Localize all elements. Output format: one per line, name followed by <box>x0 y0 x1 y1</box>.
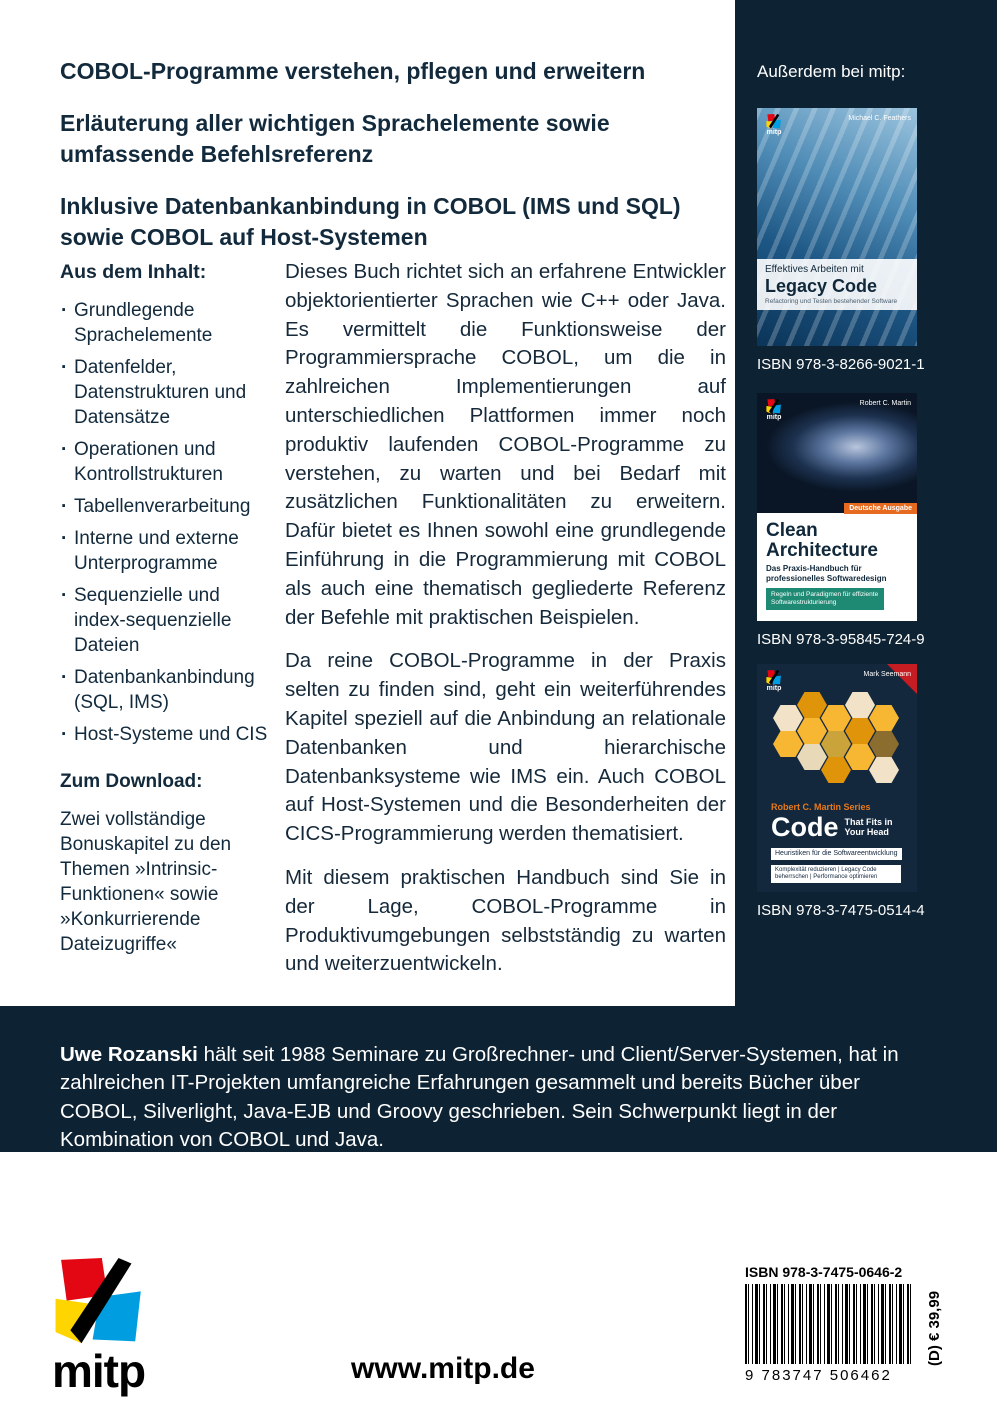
mitp-logo-text: mitp <box>766 129 782 136</box>
book-author: Michael C. Feathers <box>848 115 911 122</box>
download-title: Zum Download: <box>60 771 203 792</box>
description-paragraph: Mit diesem praktischen Handbuch sind Sie in der Lage, COBOL-Programme in Produktivumgebungen selbstständig zu warten und weiterzuentwickeln. <box>285 865 726 976</box>
list-item: · Sequenzielle und index-sequenzielle Dateien <box>60 583 274 658</box>
hexagon <box>845 692 875 718</box>
book-cover-clean-architecture <box>757 393 917 621</box>
book-cover-code-that-fits <box>757 664 917 892</box>
hexagon <box>845 718 875 744</box>
hexagon <box>845 744 875 770</box>
book-subtitle: Heuristiken für die Softwareentwicklung <box>771 848 902 860</box>
book-title: Clean Architecture <box>766 520 878 561</box>
list-item: · Operationen und Kontrollstrukturen <box>60 437 274 487</box>
mitp-logo-mark <box>766 670 782 685</box>
hexagon <box>869 757 899 783</box>
hexagon <box>773 705 803 731</box>
list-item: · Interne und externe Unterprogramme <box>60 526 274 576</box>
headline: COBOL-Programme verstehen, pflegen und erweitern <box>60 58 646 84</box>
hexagon <box>797 744 827 770</box>
barcode-digits: 9 783747 506462 <box>745 1367 892 1384</box>
isbn-label: ISBN 978-3-7475-0646-2 <box>745 1264 903 1280</box>
mitp-logo-mark <box>766 114 782 129</box>
hexagon <box>869 731 899 757</box>
contents-list <box>60 298 274 747</box>
author-band <box>0 1006 997 1152</box>
headline-block <box>60 56 715 274</box>
description-paragraph: Dieses Buch richtet sich an erfahrene Entwickler objektorientierter Sprachen wie C++ oder Java. Es vermittelt die Funktionsweise der Programmiersprache COBOL, um die in zahlreichen Implementierungen auf unterschiedlichen Plattformen immer noch produktiv laufenden COBOL-Programme zu verstehen, zu warten und bei Bedarf mit zusätzlichen Funktionalitäten zu erweitern. Dafür bietet es Ihnen sowohl eine grundlegende Einführung in die Programmierung mit COBOL als auch eine thematisch gegliederte Referenz der Befehle mit praktischen Beispielen. <box>285 260 726 629</box>
hexagon <box>821 705 851 731</box>
download-text: Zwei vollständige Bonuskapitel zu den Themen »Intrinsic-Funktionen« sowie »Konkurrierende Dateizugriffe« <box>60 809 232 955</box>
hexagon <box>821 757 851 783</box>
book-author: Mark Seemann <box>863 671 911 678</box>
series-label: Robert C. Martin Series <box>771 802 871 812</box>
book-title: Legacy Code <box>765 276 878 296</box>
headline: Erläuterung aller wichtigen Sprachelemente sowie umfassende Befehlsreferenz <box>60 110 610 167</box>
hexagon <box>797 718 827 744</box>
book-tagline-box: Komplexität reduzieren | Legacy Code beherrschen | Performance optimieren <box>771 865 901 883</box>
isbn-text: ISBN 978-3-8266-9021-1 <box>757 356 925 373</box>
book-subtitle: Refactoring und Testen bestehender Software <box>765 298 898 305</box>
book-title-small: Effektives Arbeiten mit <box>765 264 864 275</box>
isbn-text: ISBN 978-3-95845-724-9 <box>757 631 925 648</box>
price-label: (D) € 39,99 <box>926 1290 943 1366</box>
list-item: · Tabellenverarbeitung <box>60 494 274 519</box>
description-paragraph: Da reine COBOL-Programme in der Praxis selten zu finden sind, geht ein weiterführendes Kapitel speziell auf die Anbindung an relationale Datenbanken und hierarchische Datenbanksysteme wie IMS ein. Auch COBOL auf Host-Systemen und die Besonderheiten der CICS-Programmierung werden thematisiert. <box>285 649 726 846</box>
sidebar-title: Außerdem bei mitp: <box>757 62 906 81</box>
barcode-block <box>743 1262 943 1398</box>
list-item: · Grundlegende Sprachelemente <box>60 298 274 348</box>
description-column <box>285 258 726 994</box>
mitp-logo <box>763 114 785 137</box>
book-tagline-box: Regeln und Paradigmen für effiziente Softwarestrukturierung <box>766 588 884 610</box>
cover-title-panel <box>757 259 917 310</box>
book-title: Code <box>771 812 839 842</box>
mitp-logo-text: mitp <box>766 685 782 692</box>
hexagon <box>797 692 827 718</box>
hexagon <box>821 731 851 757</box>
edition-badge: Deutsche Ausgabe <box>844 503 917 514</box>
cover-title-row <box>771 813 907 841</box>
author-name: Uwe Rozanski <box>60 1042 198 1066</box>
book-title-rest: That Fits in Your Head <box>844 817 893 837</box>
mitp-logo <box>763 399 785 422</box>
book-author: Robert C. Martin <box>859 400 911 407</box>
list-item: · Datenbankanbindung (SQL, IMS) <box>60 665 274 715</box>
author-bio <box>0 1027 997 1155</box>
barcode <box>745 1284 913 1364</box>
contents-column <box>60 260 274 957</box>
cover-title-panel <box>766 521 909 610</box>
isbn-text: ISBN 978-3-7475-0514-4 <box>757 902 925 919</box>
headline: Inklusive Datenbankanbindung in COBOL (IMS und SQL) sowie COBOL auf Host-Systemen <box>60 193 681 250</box>
mitp-logo-text: mitp <box>52 1345 146 1397</box>
mitp-logo <box>763 670 785 693</box>
sidebar-panel <box>735 0 997 1152</box>
contents-title: Aus dem Inhalt: <box>60 261 207 283</box>
corner-ribbon <box>887 664 917 694</box>
honeycomb-graphic <box>769 692 909 797</box>
book-cover-legacy-code <box>757 108 917 346</box>
mitp-logo-mark <box>766 399 782 414</box>
mitp-logo-text: mitp <box>766 414 782 421</box>
book-subtitle: Das Praxis-Handbuch für professionelles Softwaredesign <box>766 564 887 583</box>
hexagon <box>773 731 803 757</box>
list-item: · Datenfelder, Datenstrukturen und Datensätze <box>60 355 274 430</box>
hexagon <box>869 705 899 731</box>
author-bio-text: hält seit 1988 Seminare zu Großrechner- und Client/Server-Systemen, hat in zahlreichen IT-Projekten umfangreiche Erfahrungen gesammelt und bereits Bücher über COBOL, Silverlight, Java-EJB und Groovy geschrieben. Sein Schwerpunkt liegt in der Kombination von COBOL und Java. <box>60 1042 899 1151</box>
publisher-url: www.mitp.de <box>351 1352 535 1385</box>
list-item: · Host-Systeme und CIS <box>60 722 274 747</box>
mitp-logo-mark <box>52 1258 148 1346</box>
